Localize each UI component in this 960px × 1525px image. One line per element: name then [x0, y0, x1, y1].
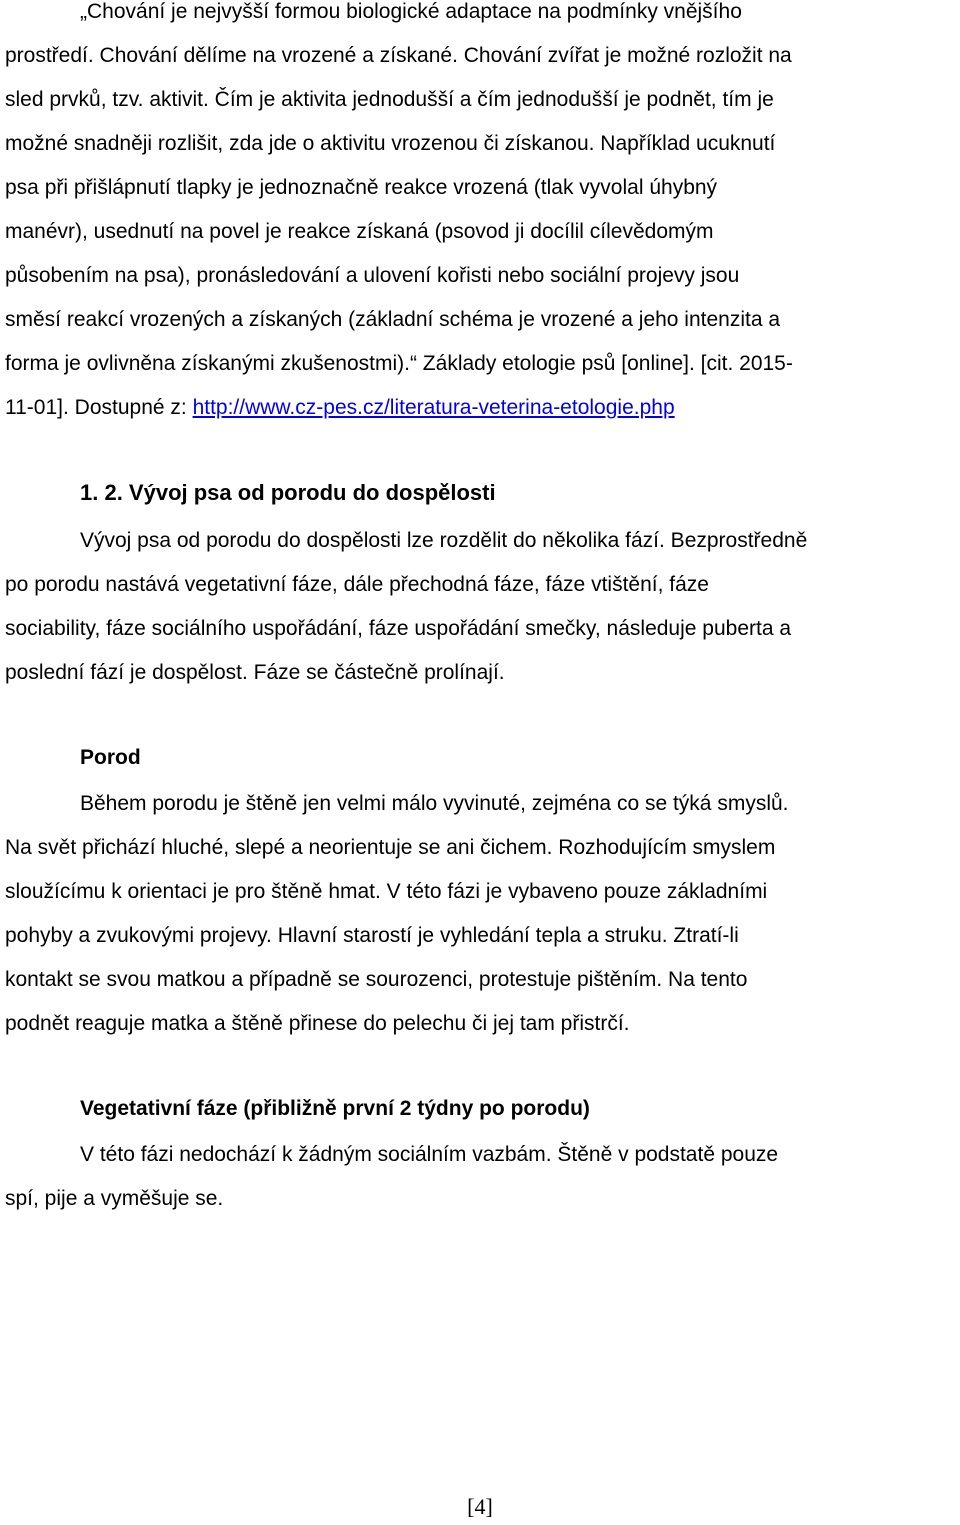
- section-line: Vývoj psa od porodu do dospělosti lze rozdělit do několika fází. Bezprostředně: [80, 529, 808, 552]
- section-line: sociability, fáze sociálního uspořádání, fáze uspořádání smečky, následuje puberta a: [5, 617, 792, 640]
- quote-line: směsí reakcí vrozených a získaných (základní schéma je vrozené a jeho intenzita a: [5, 308, 781, 331]
- source-link[interactable]: http://www.cz-pes.cz/literatura-veterina-etologie.php: [192, 396, 675, 419]
- quote-line: možné snadněji rozlišit, zda jde o aktivitu vrozenou či získanou. Například ucuknutí: [5, 132, 776, 155]
- porod-line: kontakt se svou matkou a případně se sourozenci, protestuje pištěním. Na tento: [5, 968, 748, 991]
- section-line: poslední fází je dospělost. Fáze se částečně prolínají.: [5, 661, 505, 684]
- porod-line: Během porodu je štěně jen velmi málo vyvinuté, zejména co se týká smyslů.: [80, 792, 789, 815]
- vegetativni-line: V této fázi nedochází k žádným sociálním vazbám. Štěně v podstatě pouze: [80, 1143, 779, 1166]
- vegetativni-heading: Vegetativní fáze (přibližně první 2 týdny po porodu): [80, 1097, 590, 1120]
- quote-line: prostředí. Chování dělíme na vrozené a získané. Chování zvířat je možné rozložit na: [5, 44, 792, 67]
- section-line: po porodu nastává vegetativní fáze, dále přechodná fáze, fáze vtištění, fáze: [5, 573, 709, 596]
- quote-line-source: [5, 386, 959, 430]
- page-number: [4]: [467, 1494, 493, 1519]
- porod-heading: Porod: [80, 746, 141, 769]
- vegetativni-line: spí, pije a vyměšuje se.: [5, 1187, 224, 1210]
- quote-line: „Chování je nejvyšší formou biologické adaptace na podmínky vnějšího: [80, 0, 742, 23]
- quote-line: forma je ovlivněna získanými zkušenostmi).“ Základy etologie psů [online]. [cit. 2015-: [5, 352, 793, 375]
- porod-line: sloužícímu k orientaci je pro štěně hmat. V této fázi je vybaveno pouze základními: [5, 880, 768, 903]
- quote-line: psa při přišlápnutí tlapky je jednoznačně reakce vrozená (tlak vyvolal úhybný: [5, 176, 718, 199]
- quote-line: sled prvků, tzv. aktivit. Čím je aktivita jednodušší a čím jednodušší je podnět, tím je: [5, 88, 774, 111]
- porod-line: podnět reaguje matka a štěně přinese do pelechu či jej tam přistrčí.: [5, 1012, 630, 1035]
- porod-line: Na svět přichází hluché, slepé a neorientuje se ani čichem. Rozhodujícím smyslem: [5, 836, 776, 859]
- source-prefix: 11-01]. Dostupné z:: [5, 396, 193, 419]
- quote-line: manévr), usednutí na povel je reakce získaná (psovod ji docílil cílevědomým: [5, 220, 714, 243]
- quote-line: působením na psa), pronásledování a ulovení kořisti nebo sociální projevy jsou: [5, 264, 740, 287]
- porod-line: pohyby a zvukovými projevy. Hlavní starostí je vyhledání tepla a struku. Ztratí-li: [5, 924, 739, 947]
- section-heading: 1. 2. Vývoj psa od porodu do dospělosti: [80, 480, 496, 505]
